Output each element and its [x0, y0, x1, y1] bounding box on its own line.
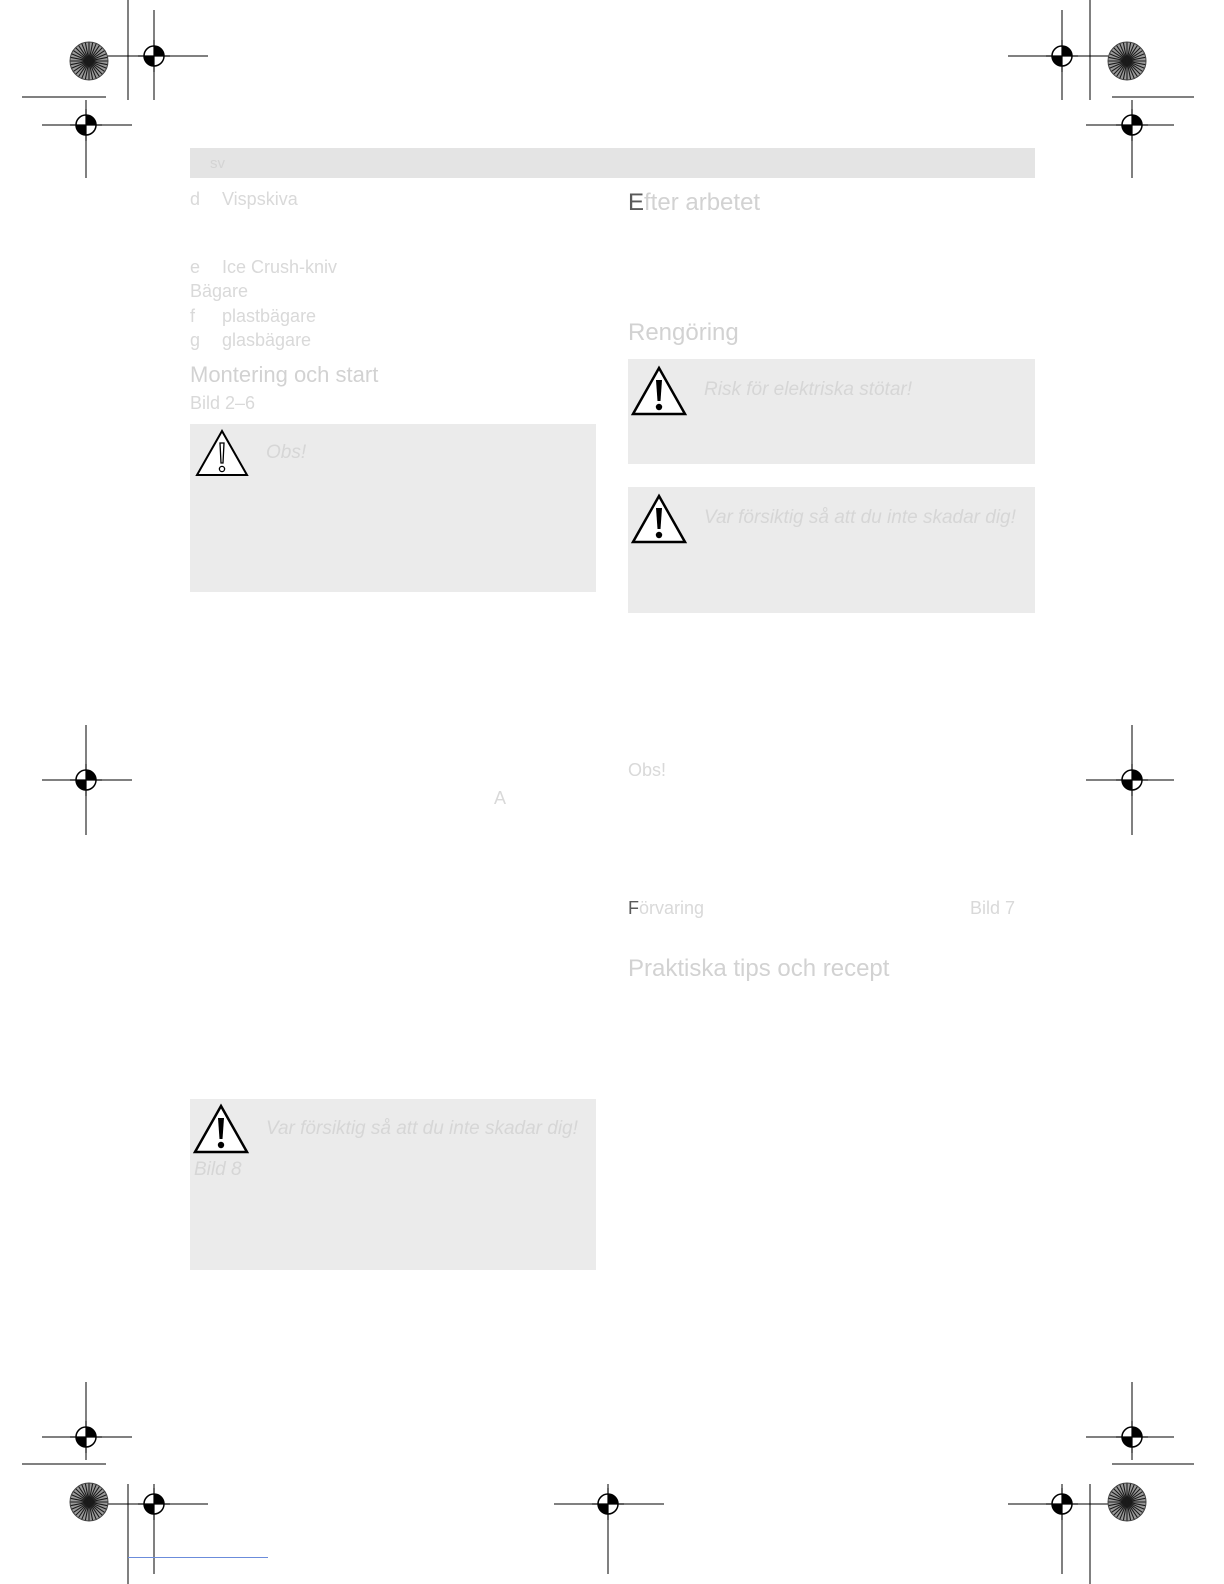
forvaring-figure-ref: Bild 7	[970, 898, 1016, 918]
warning-triangle-icon	[194, 428, 250, 478]
electric-shock-warning-box	[628, 359, 1035, 464]
language-code: sv	[210, 155, 225, 172]
careful-warning-title-right: Var försiktig så att du inte skadar dig!	[704, 507, 1016, 528]
list-item-f	[190, 306, 316, 327]
item-letter: g	[190, 330, 201, 350]
item-label: Vispskiva	[222, 189, 298, 209]
title-initial: E	[628, 189, 645, 216]
link-underline	[128, 1557, 268, 1558]
section-title-efter-arbetet	[628, 189, 760, 217]
obs-note-box	[190, 424, 596, 592]
section-title-montering: Montering och start	[190, 362, 379, 387]
section-title-praktiska-tips: Praktiska tips och recept	[628, 955, 890, 982]
heading-rest: örvaring	[639, 898, 705, 918]
title-rest: fter arbetet	[644, 189, 761, 216]
item-letter: e	[190, 257, 201, 277]
list-item-e	[190, 257, 337, 278]
careful-warning-figure-ref: Bild 8	[194, 1159, 242, 1180]
warning-triangle-icon	[192, 1103, 250, 1155]
item-label: plastbägare	[222, 306, 317, 326]
figure-letter-a: A	[494, 788, 507, 808]
header-bar	[190, 148, 1035, 178]
item-label: Ice Crush-kniv	[222, 257, 338, 277]
bagare-heading: Bägare	[190, 281, 249, 301]
obs-note-title: Obs!	[266, 442, 307, 463]
obs-label: Obs!	[628, 760, 667, 780]
careful-warning-box	[190, 1099, 596, 1270]
warning-triangle-icon	[630, 365, 688, 417]
careful-warning-box-right	[628, 487, 1035, 613]
list-item-d	[190, 189, 298, 210]
forvaring-heading	[628, 898, 704, 919]
electric-shock-warning-title: Risk för elektriska stötar!	[704, 379, 912, 400]
item-letter: d	[190, 189, 201, 209]
section-figure-ref: Bild 2–6	[190, 393, 256, 413]
warning-triangle-icon	[630, 493, 688, 545]
section-title-rengoring: Rengöring	[628, 319, 739, 346]
careful-warning-title: Var försiktig så att du inte skadar dig!	[266, 1118, 578, 1139]
item-label: glasbägare	[222, 330, 312, 350]
list-item-g	[190, 330, 311, 351]
item-letter: f	[190, 306, 196, 326]
heading-initial: F	[628, 898, 639, 918]
